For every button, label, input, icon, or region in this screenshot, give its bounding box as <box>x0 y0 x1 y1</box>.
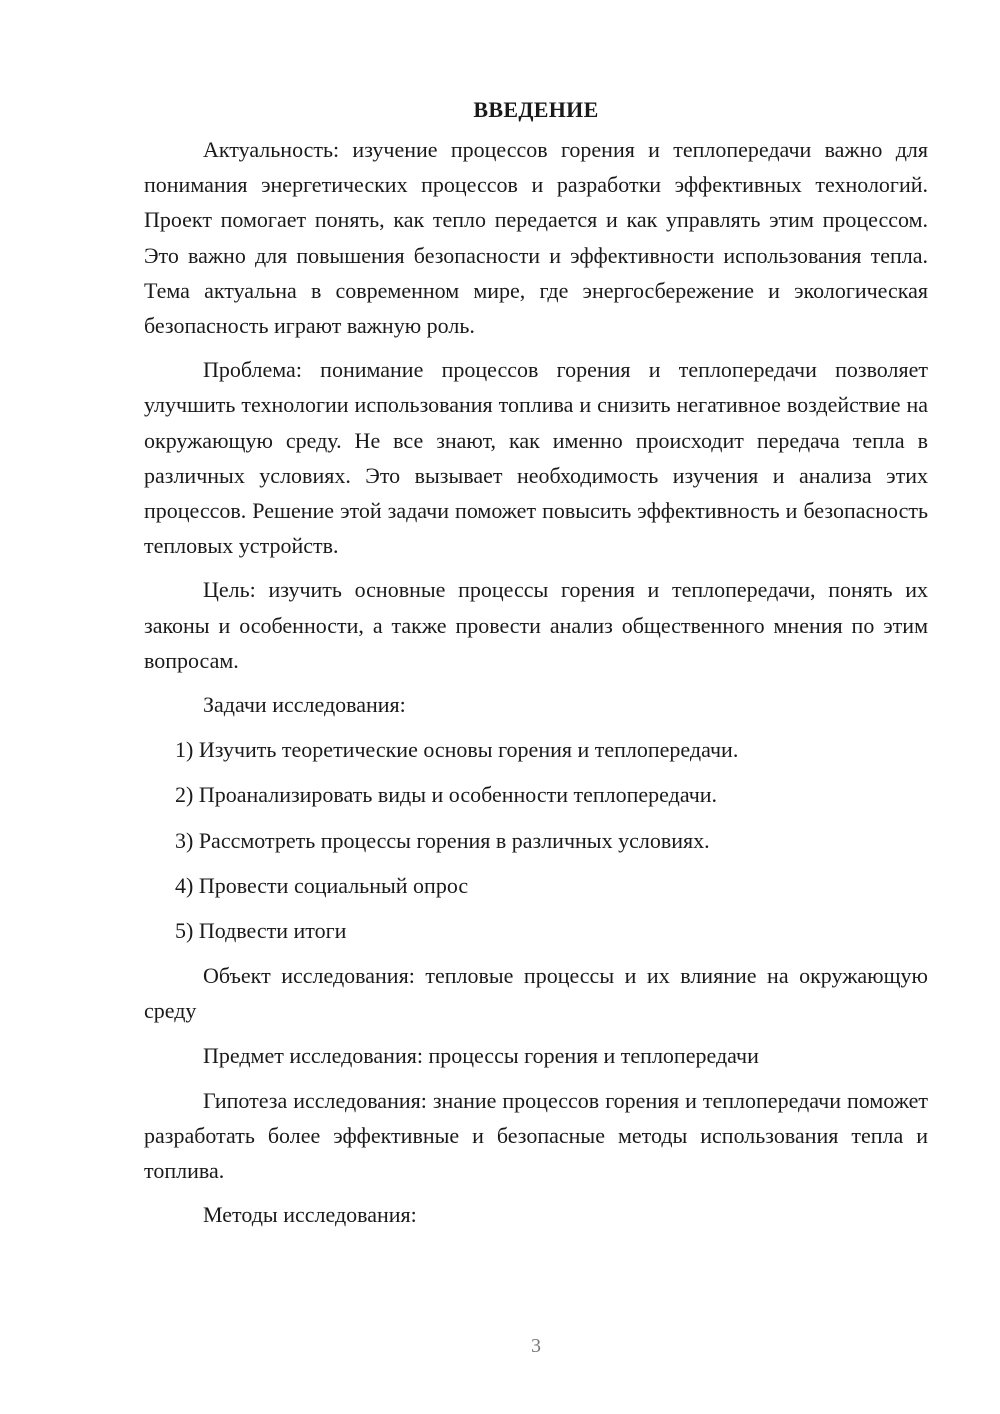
section-title: ВВЕДЕНИЕ <box>473 97 599 122</box>
tasks-heading: Задачи исследования: <box>203 692 406 718</box>
list-item: 2) Проанализировать виды и особенности теплопередачи. <box>175 782 718 808</box>
subject-paragraph: Предмет исследования: процессы горения и теплопередачи <box>203 1042 759 1068</box>
page-number: 3 <box>531 1335 541 1357</box>
goal-paragraph: Цель: изучить основные процессы горения и теплопередачи, понять их законы и особенности, а также провести анализ общественного мнения по этим вопросам. <box>144 577 928 673</box>
tasks-list <box>144 732 928 948</box>
methods-heading: Методы исследования: <box>203 1202 417 1228</box>
list-item: 4) Провести социальный опрос <box>175 872 469 898</box>
relevance-paragraph: Актуальность: изучение процессов горения и теплопередачи важно для понимания энергетических процессов и разработки эффективных технологий. Проект помогает понять, как тепло передается и как управлять этим процессом. Это важно для повышения безопасности и эффективности использования тепла. Тема актуальна в современном мире, где энергосбережение и экологическая безопасность играют важную роль. <box>144 137 928 339</box>
problem-paragraph: Проблема: понимание процессов горения и теплопередачи позволяет улучшить технологии использования топлива и снизить негативное воздействие на окружающую среду. Не все знают, как именно происходит передача тепла в различных условиях. Это вызывает необходимость изучения и анализа этих процессов. Решение этой задачи поможет повысить эффективность и безопасность тепловых устройств. <box>144 357 928 559</box>
list-item: 5) Подвести итоги <box>175 918 347 944</box>
list-item: 1) Изучить теоретические основы горения и теплопередачи. <box>175 737 739 763</box>
object-paragraph: Объект исследования: тепловые процессы и их влияние на окружающую среду <box>144 963 928 1024</box>
document-page <box>144 96 928 1243</box>
hypothesis-paragraph: Гипотеза исследования: знание процессов горения и теплопередачи поможет разработать более эффективные и безопасные методы использования тепла и топлива. <box>144 1087 928 1184</box>
list-item: 3) Рассмотреть процессы горения в различных условиях. <box>175 827 710 853</box>
